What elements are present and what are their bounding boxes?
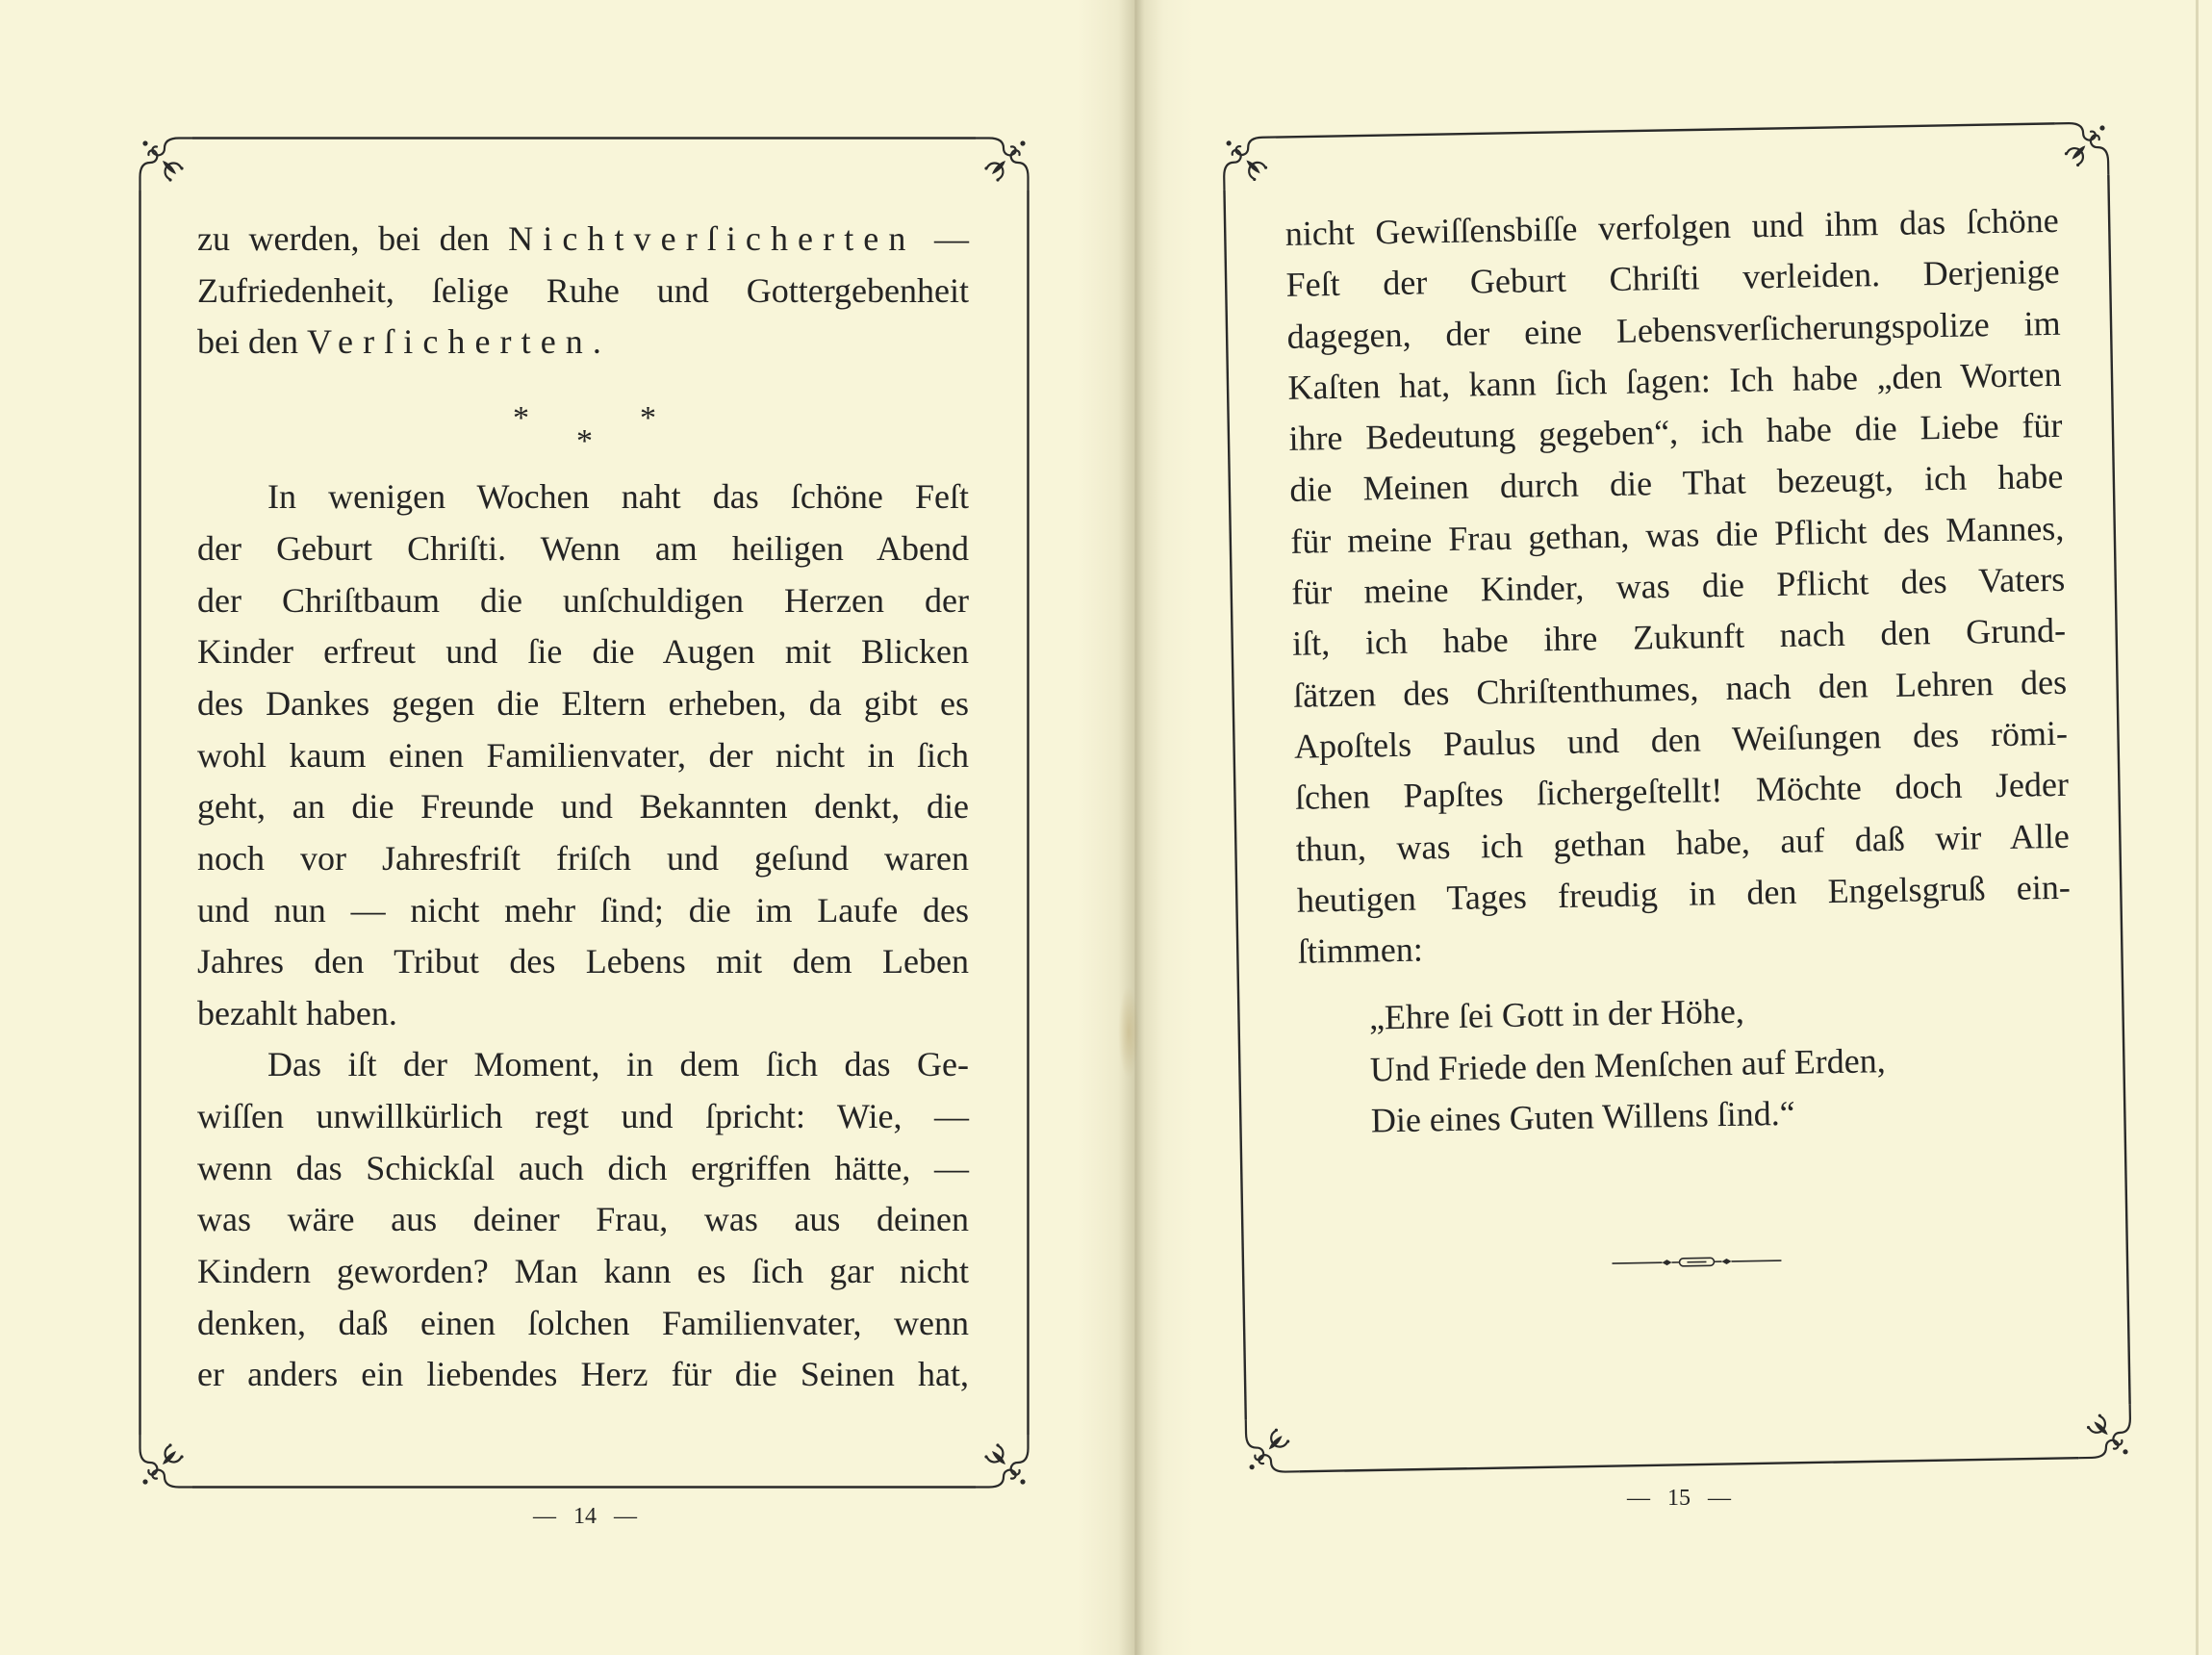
text-line: Jahres den Tribut des Lebens mit dem Leben [197,942,969,981]
text-line: Kinder erfreut und ſie die Augen mit Blicken [197,632,969,672]
text-line: Die eines Guten Willens ſind.“ [1370,1094,1795,1140]
frame-line-top [1276,123,2055,137]
page-text [1284,195,2074,1149]
text-line: ſtimmen: [1297,929,1424,971]
corner-ornament [140,139,193,191]
text-line: ſätzen des Chriſtenthumes, nach den Lehren des [1292,662,2068,715]
paragraph [197,471,969,1039]
page-edge [2196,0,2199,1655]
text-line: ihre Bedeutung gegeben“, ich habe die Liebe für [1288,405,2063,459]
verse-quote [1299,980,2075,1149]
text-line: geht, an die Freunde und Bekannten denkt, die [197,787,969,827]
page-number: — 15 — [1627,1486,1731,1511]
text-segment: zu werden, bei den [197,219,509,258]
text-line: der Chriſtbaum die unſchuldigen Herzen der [197,580,969,620]
text-line: Apoſtels Paulus und den Weiſungen des römi- [1293,713,2069,766]
left-page [139,137,1030,1489]
text-line: In wenigen Wochen naht das ſchöne Feſt [267,477,969,517]
text-segment: — [915,219,969,258]
right-page [1222,121,2132,1474]
text-line: „Ehre ſei Gott in der Höhe, [1368,992,1745,1037]
asterism-star: * [640,399,656,436]
paragraph [197,214,969,369]
paragraph [1284,195,2072,978]
asterism-star: * [513,399,529,436]
text-line: iſt, ich habe ihre Zukunft nach den Grund- [1291,611,2067,664]
corner-ornament [2055,122,2108,175]
text-segment: . [592,322,601,362]
text-line: dagegen, der eine Lebensverſicherungspolize im [1286,303,2061,356]
corner-ornament [1246,1419,1299,1472]
text-line: Kindern geworden? Man kann es ſich gar nicht [197,1252,969,1291]
page-number: — 14 — [533,1504,637,1529]
corner-ornament [1224,138,1277,191]
text-line: die Meinen durch die That bezeugt, ich habe [1289,457,2064,510]
asterism [197,369,969,471]
gutter-shadow [1078,0,1193,1655]
text-line: für meine Kinder, was die Pflicht des Vaters [1290,559,2066,612]
corner-ornament [140,1435,193,1488]
text-line: und nun — nicht mehr ſind; die im Laufe des [197,890,969,929]
emphasized-word: Nichtverſicherten [508,219,916,258]
frame-line-bottom [1299,1458,2078,1471]
text-line: wiſſen unwillkürlich regt und ſpricht: Wie, — [197,1097,969,1136]
text-line: heutigen Tages freudig in den Engelsgruß ein- [1296,867,2072,920]
frame-line-left [1224,191,1245,1420]
text-line: für meine Frau gethan, was die Pflicht des Mannes, [1290,508,2065,561]
corner-ornament [976,139,1029,191]
text-line: thun, was ich gethan habe, auf daß wir Alle [1295,816,2071,869]
text-line: Das iſt der Moment, in dem ſich das Ge- [267,1045,969,1084]
text-segment: bei den [197,322,307,362]
page-text [197,214,969,1401]
text-line: Und Friede den Menſchen auf Erden, [1369,1041,1887,1089]
text-line: der Geburt Chriſti. Wenn am heiligen Abend [197,528,969,568]
text-line: ſchen Papſtes ſichergeſtellt! Möchte doch Jeder [1294,765,2070,818]
text-line [197,214,969,266]
text-line: Feſt der Geburt Chriſti verleiden. Derjenige [1285,252,2060,305]
text-line: er anders ein liebendes Herz für die Seinen hat, [197,1355,969,1394]
corner-ornament [2077,1405,2130,1458]
text-line: wohl kaum einen Familienvater, der nicht in ſich [197,735,969,775]
text-line: noch vor Jahresfriſt friſch und geſund waren [197,838,969,878]
frame-line-right [2108,175,2129,1405]
text-line: wenn das Schickſal auch dich ergriffen hätte, — [197,1148,969,1187]
text-line: des Dankes gegen die Eltern erheben, da gibt es [197,683,969,723]
text-line: Kaſten hat, kann ſich ſagen: Ich habe „den Worten [1287,354,2062,407]
paragraph [197,1039,969,1401]
text-line: bezahlt haben. [197,993,397,1032]
paper-stain [1118,986,1139,1078]
text-line: Zufriedenheit, ſelige Ruhe und Gottergebenheit [197,270,969,310]
text-line: was wäre aus deiner Frau, was aus deinen [197,1200,969,1239]
asterism-star: * [576,422,593,459]
emphasized-word: Verſicherten [306,322,593,362]
text-line [197,317,969,369]
text-line: denken, daß einen ſolchen Familienvater, wenn [197,1303,969,1342]
text-line: nicht Gewiſſensbiſſe verfolgen und ihm das ſchöne [1284,200,2059,253]
corner-ornament [976,1435,1029,1488]
